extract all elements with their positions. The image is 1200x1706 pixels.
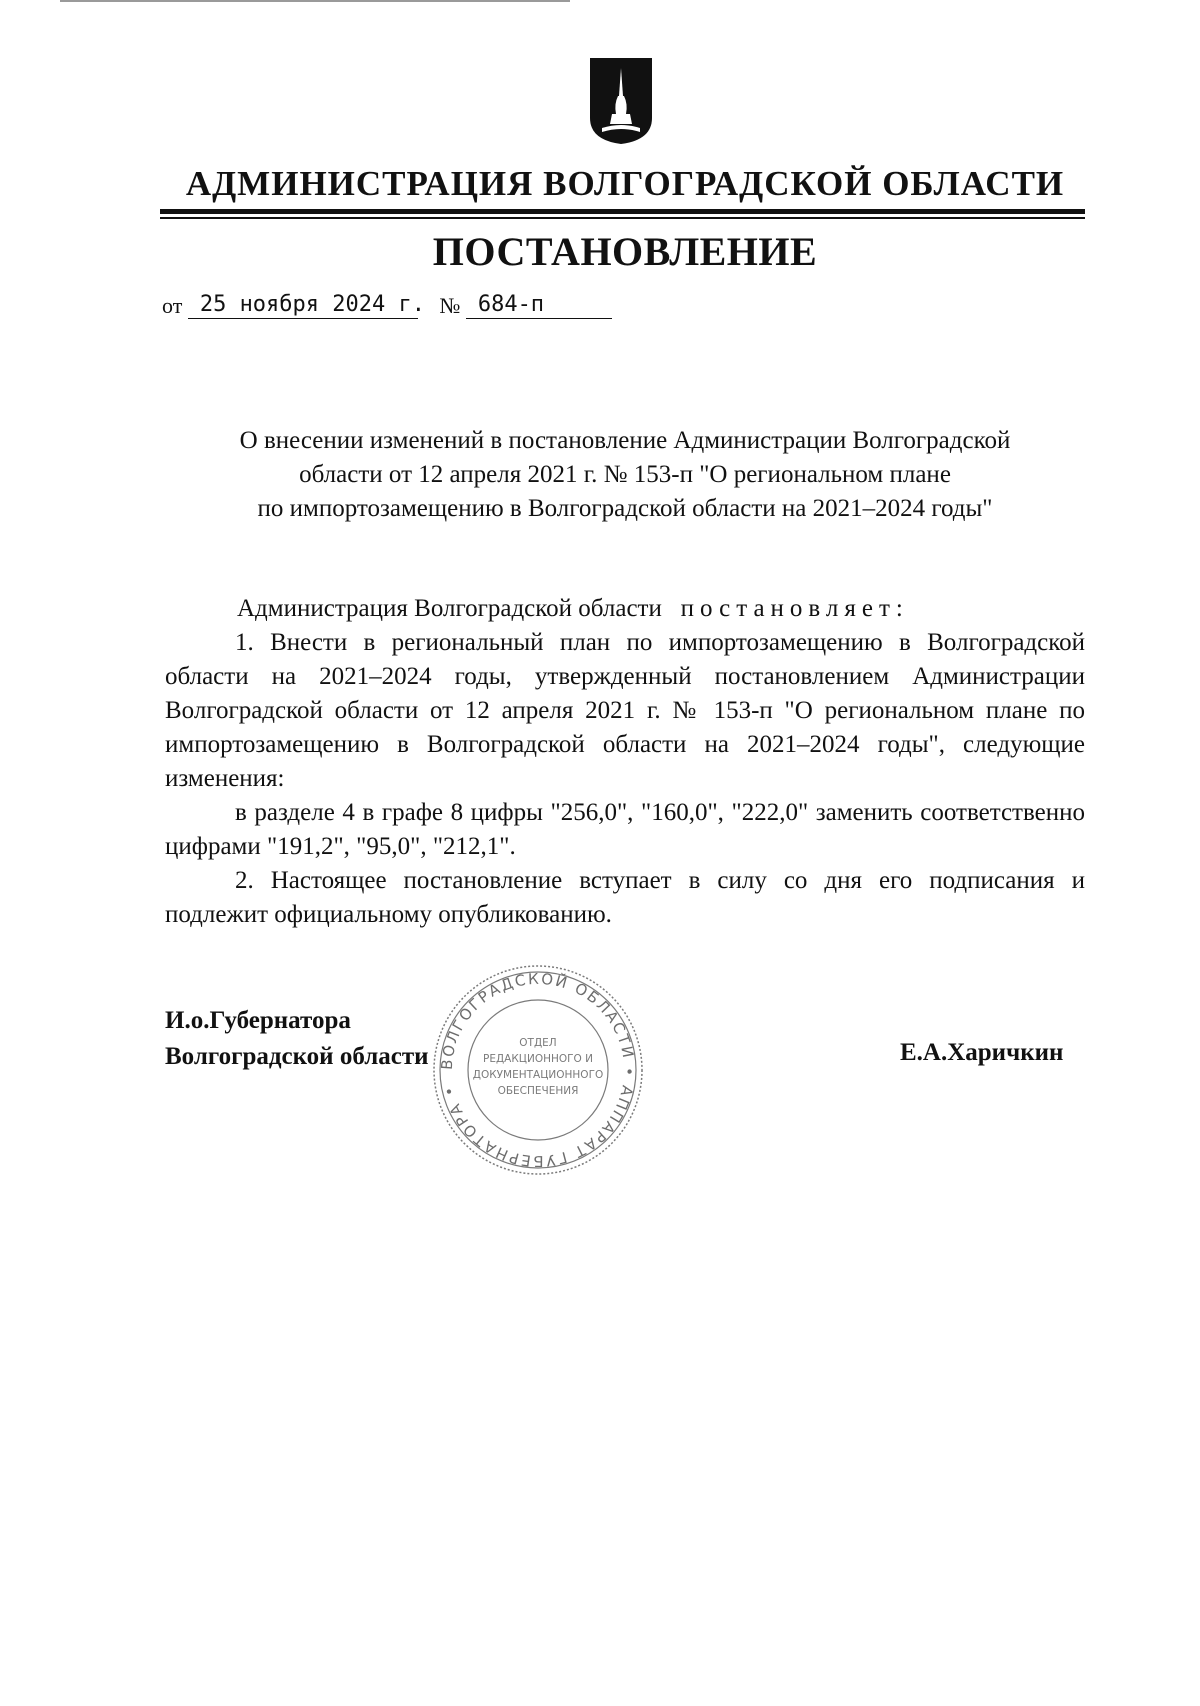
date-from-label: от xyxy=(162,293,183,318)
dateline xyxy=(162,292,612,319)
scan-edge-line xyxy=(60,0,570,2)
item-2-paragraph: 2. Настоящее постановление вступает в силу со дня его подписания и подлежит официальному опубликованию. xyxy=(165,867,1085,928)
preamble-text: Администрация Волгоградской области xyxy=(237,595,662,622)
item-1-paragraph: 1. Внести в региональный план по импортозамещению в Волгоградской области на 2021–2024 годы, утвержденный постановлением Администрации Волгоградской области от 12 апреля 2021 г. № 153-п "О региональном плане по импортозамещению в Волгоградской области на 2021–2024 годы", следующие изменения: xyxy=(165,629,1085,792)
subject-line: О внесении изменений в постановление Администрации Волгоградской xyxy=(239,427,1011,454)
official-stamp xyxy=(428,960,648,1180)
stamp-inner-line: ДОКУМЕНТАЦИОННОГО xyxy=(472,1069,604,1081)
document-type-title: ПОСТАНОВЛЕНИЕ xyxy=(432,229,818,274)
stamp-outer-text: ВОЛГОГРАДСКОЙ ОБЛАСТИ • АППАРАТ ГУБЕРНАТОРА • xyxy=(437,969,639,1171)
coat-of-arms-icon xyxy=(588,56,654,146)
signatory-position xyxy=(165,1003,429,1075)
signatory-position-line: И.о.Губернатора xyxy=(165,1007,351,1034)
number-label: № xyxy=(439,293,461,318)
resolves-word: постановляет: xyxy=(680,595,909,622)
subject-line: по импортозамещению в Волгоградской области на 2021–2024 годы" xyxy=(257,495,993,522)
stamp-inner-line: РЕДАКЦИОННОГО И xyxy=(483,1053,593,1065)
preamble-paragraph xyxy=(165,592,1085,626)
header-rule-thin xyxy=(160,217,1085,219)
subject-line: области от 12 апреля 2021 г. № 153-п "О региональном плане xyxy=(299,461,951,488)
signatory-position-line: Волгоградской области xyxy=(165,1043,429,1070)
organization-title: АДМИНИСТРАЦИЯ ВОЛГОГРАДСКОЙ ОБЛАСТИ xyxy=(185,164,1065,203)
item-1-change-paragraph: в разделе 4 в графе 8 цифры "256,0", "160,0", "222,0" заменить соответственно цифрами "191,2", "95,0", "212,1". xyxy=(165,799,1085,860)
document-number: 684-п xyxy=(466,292,612,319)
signatory-name: Е.А.Харичкин xyxy=(900,1039,1064,1066)
stamp-inner-line: ОБЕСПЕЧЕНИЯ xyxy=(497,1085,579,1097)
document-subject xyxy=(165,424,1085,526)
stamp-inner-line: ОТДЕЛ xyxy=(519,1037,557,1049)
document-body xyxy=(165,592,1085,932)
header-rule-thick xyxy=(160,209,1085,214)
document-date: 25 ноября 2024 г. xyxy=(188,292,418,319)
